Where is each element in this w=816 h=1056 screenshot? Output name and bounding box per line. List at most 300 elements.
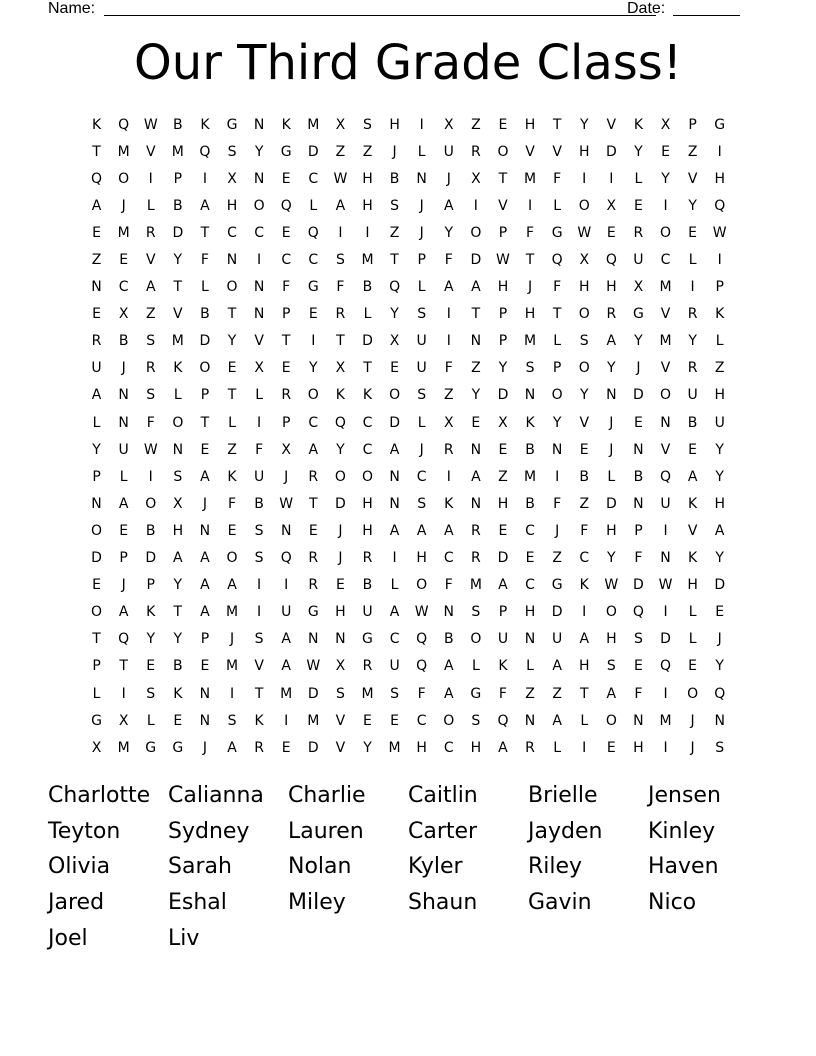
grid-letter: A — [335, 197, 346, 214]
grid-letter: L — [688, 604, 697, 621]
grid-letter: I — [663, 522, 668, 539]
grid-letter: C — [389, 631, 400, 648]
grid-letter: Y — [552, 414, 562, 431]
grid-letter: S — [579, 333, 589, 350]
grid-letter: M — [524, 170, 537, 187]
grid-letter: Z — [714, 360, 725, 377]
grid-letter: T — [363, 360, 372, 377]
grid-letter: Q — [118, 631, 130, 648]
grid-letter: J — [338, 550, 343, 567]
grid-letter: Y — [715, 468, 724, 485]
grid-letter: A — [389, 441, 400, 458]
grid-letter: F — [200, 252, 209, 269]
grid-letter: K — [335, 387, 345, 404]
grid-letter: F — [498, 685, 507, 702]
grid-letter: I — [582, 170, 587, 187]
grid-letter: R — [362, 550, 373, 567]
grid-letter: R — [606, 306, 617, 323]
word-bank-item: Riley — [528, 854, 583, 880]
grid-letter: E — [308, 306, 318, 323]
grid-letter: I — [338, 224, 343, 241]
grid-letter: Z — [552, 685, 562, 702]
grid-letter: Y — [715, 658, 724, 675]
grid-letter: R — [281, 387, 292, 404]
grid-letter: S — [633, 631, 643, 648]
grid-letter: E — [633, 658, 643, 675]
grid-letter: L — [553, 739, 562, 756]
grid-letter: I — [473, 197, 478, 214]
word-bank-item: Sydney — [168, 818, 250, 844]
grid-letter: V — [173, 306, 183, 323]
grid-letter: N — [524, 712, 536, 729]
grid-letter: B — [254, 495, 264, 512]
grid-letter: Y — [688, 333, 697, 350]
grid-letter: O — [470, 631, 482, 648]
grid-letter: L — [688, 631, 697, 648]
grid-letter: X — [254, 360, 264, 377]
grid-letter: Y — [634, 333, 643, 350]
grid-letter: P — [281, 306, 291, 323]
grid-letter: J — [446, 170, 451, 187]
grid-letter: N — [253, 170, 265, 187]
word-bank-item: Olivia — [48, 854, 111, 880]
grid-letter: L — [173, 387, 182, 404]
grid-letter: H — [606, 631, 617, 648]
grid-letter: M — [469, 577, 482, 594]
grid-letter: M — [524, 333, 537, 350]
grid-letter: E — [227, 522, 237, 539]
grid-letter: D — [660, 631, 671, 648]
grid-letter: E — [119, 522, 129, 539]
grid-letter: D — [633, 387, 644, 404]
grid-letter: Y — [661, 170, 670, 187]
grid-letter: T — [119, 658, 128, 675]
grid-letter: W — [577, 224, 592, 241]
grid-letter: G — [307, 604, 319, 621]
grid-letter: D — [714, 577, 726, 594]
grid-letter: I — [121, 685, 126, 702]
grid-letter: Z — [335, 143, 346, 160]
grid-letter: M — [171, 143, 184, 160]
grid-letter: N — [470, 333, 482, 350]
grid-letter: P — [417, 252, 426, 269]
grid-letter: I — [446, 333, 451, 350]
grid-letter: F — [146, 414, 155, 431]
grid-letter: D — [307, 143, 319, 160]
grid-letter: U — [416, 360, 427, 377]
grid-letter: B — [173, 658, 183, 675]
grid-letter: E — [498, 116, 508, 133]
grid-letter: N — [335, 631, 346, 648]
grid-letter: W — [279, 495, 294, 512]
grid-letter: I — [202, 170, 207, 187]
grid-letter: I — [419, 116, 424, 133]
grid-letter: J — [419, 197, 424, 214]
grid-letter: H — [362, 495, 373, 512]
grid-letter: A — [443, 197, 454, 214]
grid-letter: M — [225, 658, 239, 675]
grid-letter: J — [690, 739, 695, 756]
grid-letter: X — [579, 252, 590, 269]
grid-letter: O — [443, 712, 455, 729]
grid-letter: A — [552, 712, 562, 729]
grid-letter: Z — [91, 252, 102, 269]
word-bank-item: Liv — [168, 925, 200, 951]
grid-letter: C — [579, 550, 590, 567]
grid-letter: I — [392, 550, 397, 567]
grid-letter: E — [633, 414, 643, 431]
grid-letter: J — [202, 495, 207, 512]
grid-letter: V — [254, 333, 264, 350]
grid-letter: G — [307, 279, 319, 296]
grid-letter: U — [443, 143, 454, 160]
grid-letter: N — [416, 170, 427, 187]
grid-letter: E — [498, 522, 508, 539]
grid-letter: W — [496, 252, 510, 269]
grid-letter: R — [470, 550, 481, 567]
grid-letter: Q — [416, 658, 428, 675]
grid-letter: I — [365, 224, 370, 241]
grid-letter: I — [582, 739, 587, 756]
grid-letter: E — [390, 712, 399, 729]
grid-letter: V — [579, 414, 590, 431]
grid-letter: X — [91, 739, 102, 756]
grid-letter: F — [553, 279, 562, 296]
grid-letter: K — [688, 495, 698, 512]
grid-letter: J — [121, 360, 126, 377]
grid-letter: Y — [173, 252, 183, 269]
grid-letter: R — [687, 306, 698, 323]
grid-letter: A — [471, 468, 481, 485]
grid-letter: M — [361, 252, 374, 269]
grid-letter: U — [687, 387, 698, 404]
grid-letter: Z — [687, 143, 698, 160]
grid-letter: I — [717, 252, 722, 269]
grid-letter: M — [117, 739, 130, 756]
grid-letter: H — [714, 495, 725, 512]
grid-letter: Q — [389, 279, 401, 296]
word-bank-item: Carter — [408, 818, 478, 844]
grid-letter: Q — [118, 116, 130, 133]
grid-letter: T — [227, 306, 237, 323]
grid-letter: A — [714, 522, 725, 539]
grid-letter: A — [443, 522, 454, 539]
grid-letter: O — [199, 360, 211, 377]
grid-letter: T — [471, 306, 481, 323]
grid-letter: T — [173, 604, 183, 621]
grid-letter: A — [579, 631, 590, 648]
grid-letter: G — [226, 116, 238, 133]
grid-letter: S — [525, 360, 535, 377]
grid-letter: X — [498, 414, 508, 431]
grid-letter: K — [579, 577, 589, 594]
grid-letter: J — [717, 631, 722, 648]
word-bank-item: Kinley — [648, 818, 716, 844]
grid-letter: H — [172, 522, 184, 539]
grid-letter: E — [688, 658, 698, 675]
grid-letter: D — [91, 550, 102, 567]
grid-letter: K — [498, 658, 508, 675]
grid-letter: I — [257, 604, 262, 621]
grid-letter: V — [335, 739, 346, 756]
grid-letter: I — [582, 604, 587, 621]
grid-letter: O — [605, 604, 617, 621]
grid-letter: H — [524, 604, 536, 621]
grid-letter: I — [690, 279, 695, 296]
grid-letter: E — [92, 306, 101, 323]
grid-letter: A — [606, 333, 617, 350]
grid-letter: B — [525, 495, 535, 512]
date-label: Date: — [627, 0, 666, 17]
grid-letter: N — [308, 631, 319, 648]
grid-letter: A — [443, 279, 454, 296]
grid-letter: H — [497, 279, 509, 296]
grid-letter: L — [580, 712, 589, 729]
grid-letter: E — [715, 604, 725, 621]
grid-letter: D — [470, 252, 482, 269]
grid-letter: I — [446, 306, 451, 323]
grid-letter: G — [470, 685, 482, 702]
grid-letter: S — [146, 333, 156, 350]
grid-letter: L — [363, 306, 372, 323]
word-bank-item: Miley — [288, 890, 346, 916]
grid-letter: A — [91, 387, 102, 404]
grid-letter: A — [443, 658, 454, 675]
grid-letter: P — [146, 577, 155, 594]
grid-letter: B — [579, 468, 590, 485]
grid-letter: H — [362, 522, 373, 539]
grid-letter: M — [659, 279, 672, 296]
grid-letter: H — [226, 197, 238, 214]
grid-letter: H — [362, 170, 373, 187]
grid-letter: O — [118, 170, 130, 187]
grid-letter: Y — [715, 441, 724, 458]
grid-letter: I — [663, 739, 668, 756]
grid-letter: U — [497, 631, 509, 648]
grid-letter: X — [335, 360, 346, 377]
grid-letter: S — [417, 387, 427, 404]
grid-letter: A — [227, 577, 237, 594]
grid-letter: T — [92, 631, 101, 648]
grid-letter: L — [92, 414, 101, 431]
grid-letter: I — [555, 468, 560, 485]
grid-letter: P — [498, 306, 508, 323]
grid-letter: A — [606, 685, 617, 702]
grid-letter: V — [687, 170, 698, 187]
word-bank-item: Nolan — [288, 854, 352, 880]
grid-letter: K — [715, 306, 725, 323]
grid-letter: I — [284, 577, 289, 594]
grid-letter: E — [688, 224, 698, 241]
grid-letter: P — [173, 170, 183, 187]
grid-letter: H — [416, 739, 427, 756]
grid-letter: K — [146, 604, 156, 621]
grid-letter: L — [526, 658, 534, 675]
grid-letter: A — [389, 604, 400, 621]
grid-letter: O — [389, 387, 401, 404]
grid-letter: Q — [280, 197, 292, 214]
grid-letter: D — [389, 414, 400, 431]
grid-letter: P — [688, 116, 697, 133]
grid-letter: Y — [390, 306, 399, 323]
grid-letter: E — [335, 577, 345, 594]
word-bank-item: Caitlin — [408, 783, 478, 809]
grid-letter: T — [552, 306, 562, 323]
grid-letter: P — [281, 414, 291, 431]
grid-letter: X — [118, 306, 129, 323]
grid-letter: M — [171, 333, 184, 350]
grid-letter: S — [363, 116, 372, 133]
grid-letter: O — [660, 224, 672, 241]
grid-letter: T — [390, 252, 399, 269]
grid-letter: N — [172, 441, 184, 458]
grid-letter: V — [335, 712, 346, 729]
grid-letter: A — [416, 522, 427, 539]
grid-letter: U — [281, 604, 292, 621]
grid-letter: Y — [715, 550, 724, 567]
grid-letter: A — [687, 468, 698, 485]
grid-letter: L — [715, 333, 724, 350]
grid-letter: R — [443, 441, 454, 458]
grid-letter: L — [390, 577, 399, 594]
grid-letter: C — [308, 252, 319, 269]
grid-letter: Z — [552, 550, 562, 567]
grid-letter: I — [717, 143, 722, 160]
grid-letter: E — [281, 360, 291, 377]
grid-letter: O — [497, 143, 509, 160]
grid-letter: F — [634, 685, 643, 702]
grid-letter: T — [525, 252, 535, 269]
grid-letter: N — [253, 306, 265, 323]
grid-letter: T — [173, 279, 183, 296]
grid-letter: S — [335, 685, 345, 702]
grid-letter: M — [225, 604, 239, 621]
grid-letter: D — [605, 143, 617, 160]
grid-letter: S — [471, 604, 481, 621]
grid-letter: K — [444, 495, 454, 512]
grid-letter: P — [498, 333, 508, 350]
grid-letter: B — [633, 468, 644, 485]
grid-letter: J — [527, 279, 533, 296]
grid-letter: A — [200, 197, 210, 214]
grid-letter: D — [497, 387, 509, 404]
grid-letter: D — [605, 495, 617, 512]
grid-letter: P — [715, 279, 724, 296]
grid-letter: H — [389, 116, 400, 133]
grid-letter: O — [91, 604, 103, 621]
grid-letter: A — [552, 658, 562, 675]
grid-letter: C — [254, 224, 264, 241]
grid-letter: V — [145, 143, 156, 160]
grid-letter: E — [688, 441, 698, 458]
grid-letter: U — [253, 468, 265, 485]
grid-letter: I — [284, 712, 289, 729]
grid-letter: Y — [607, 550, 616, 567]
grid-letter: G — [632, 306, 644, 323]
grid-letter: Q — [660, 468, 672, 485]
grid-letter: P — [552, 360, 562, 377]
grid-letter: I — [527, 197, 533, 214]
grid-letter: G — [714, 116, 726, 133]
grid-letter: V — [606, 116, 617, 133]
grid-letter: G — [362, 631, 373, 648]
grid-letter: J — [392, 143, 397, 160]
grid-letter: Y — [607, 360, 616, 377]
grid-letter: O — [416, 577, 428, 594]
grid-letter: S — [606, 658, 616, 675]
grid-letter: E — [308, 522, 318, 539]
grid-letter: C — [525, 522, 535, 539]
grid-letter: E — [390, 360, 399, 377]
grid-letter: N — [253, 116, 265, 133]
grid-letter: L — [201, 279, 209, 296]
grid-letter: X — [335, 658, 346, 675]
grid-letter: Q — [416, 631, 428, 648]
grid-letter: Z — [579, 495, 590, 512]
grid-letter: E — [281, 224, 291, 241]
grid-letter: R — [470, 143, 481, 160]
grid-letter: X — [281, 441, 291, 458]
grid-letter: F — [336, 279, 345, 296]
word-bank-item: Lauren — [288, 818, 364, 844]
grid-letter: N — [524, 631, 536, 648]
grid-letter: S — [146, 685, 156, 702]
grid-letter: O — [361, 468, 373, 485]
grid-letter: R — [145, 360, 156, 377]
grid-letter: M — [280, 685, 293, 702]
grid-letter: I — [257, 414, 262, 431]
grid-letter: X — [606, 197, 617, 214]
grid-letter: X — [389, 333, 400, 350]
grid-letter: I — [311, 333, 316, 350]
grid-letter: Q — [714, 685, 726, 702]
grid-letter: L — [634, 170, 643, 187]
grid-letter: T — [336, 333, 345, 350]
grid-letter: F — [634, 550, 643, 567]
grid-letter: M — [117, 224, 130, 241]
grid-letter: A — [200, 550, 210, 567]
grid-letter: J — [284, 468, 289, 485]
grid-letter: X — [471, 170, 481, 187]
grid-letter: T — [227, 387, 237, 404]
grid-letter: N — [633, 712, 644, 729]
grid-letter: Y — [471, 387, 481, 404]
grid-letter: B — [687, 414, 698, 431]
grid-letter: N — [389, 468, 400, 485]
grid-letter: W — [143, 116, 158, 133]
grid-letter: O — [307, 387, 319, 404]
grid-letter: A — [227, 739, 237, 756]
grid-letter: I — [148, 468, 153, 485]
grid-letter: N — [524, 387, 536, 404]
grid-letter: S — [715, 739, 725, 756]
grid-letter: O — [226, 279, 238, 296]
grid-letter: O — [172, 414, 184, 431]
grid-letter: D — [551, 604, 563, 621]
grid-letter: D — [172, 224, 184, 241]
grid-letter: C — [118, 279, 129, 296]
grid-letter: D — [307, 739, 319, 756]
grid-letter: R — [308, 468, 319, 485]
grid-letter: E — [363, 712, 372, 729]
grid-letter: M — [524, 468, 537, 485]
grid-letter: O — [470, 224, 482, 241]
grid-letter: U — [118, 441, 129, 458]
grid-letter: E — [200, 441, 210, 458]
grid-letter: M — [388, 739, 401, 756]
grid-letter: C — [443, 739, 454, 756]
grid-letter: B — [173, 116, 183, 133]
